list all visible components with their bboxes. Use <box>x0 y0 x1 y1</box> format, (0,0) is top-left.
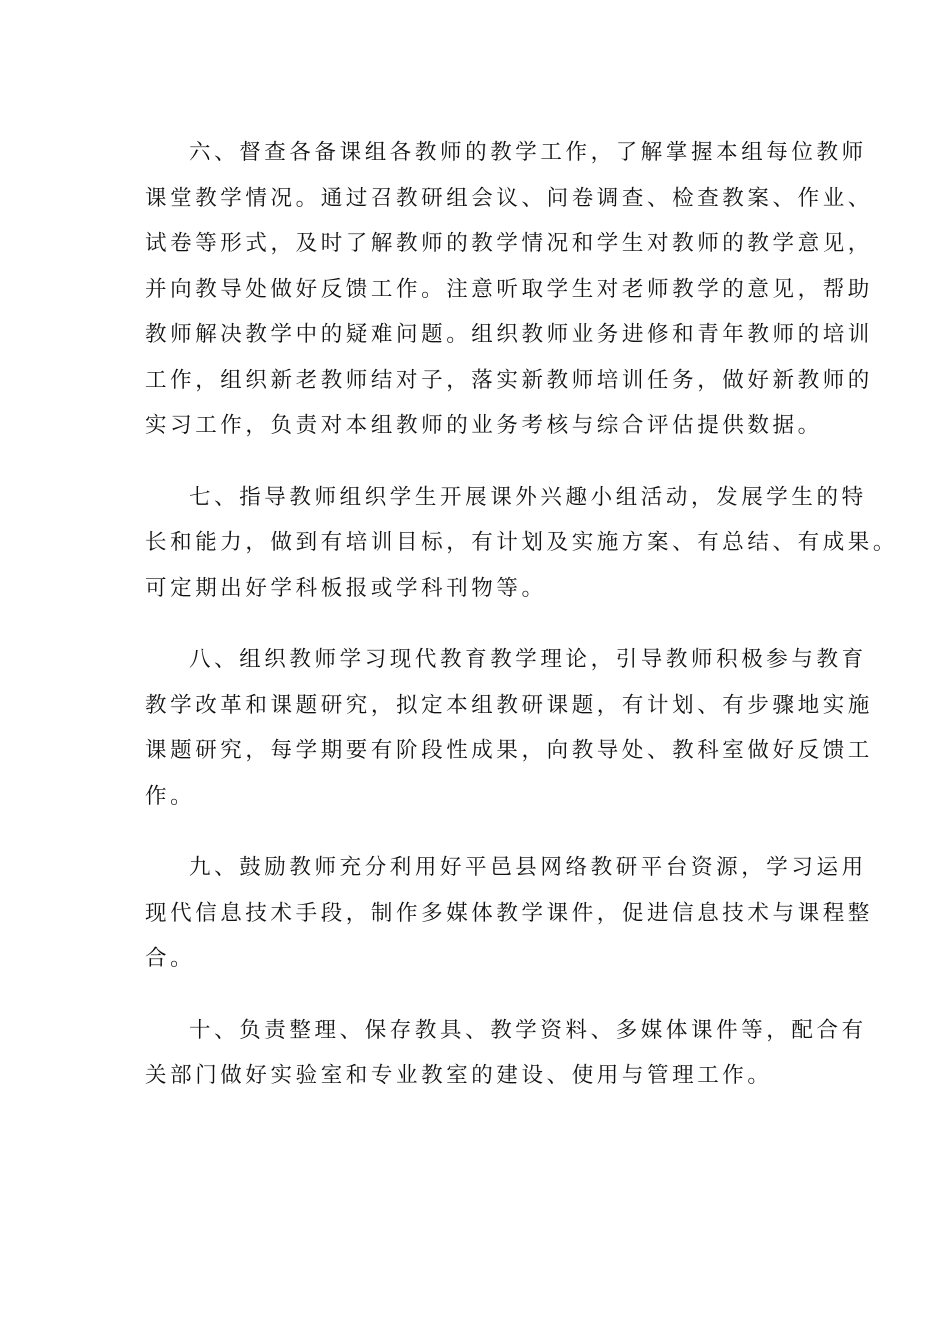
paragraph-8 <box>145 637 873 819</box>
text-line: 工作，组织新老教师结对子，落实新教师培训任务，做好新教师的 <box>145 367 873 393</box>
text-line: 关部门做好实验室和专业教室的建设、使用与管理工作。 <box>145 1063 773 1088</box>
text-line: 实习工作，负责对本组教师的业务考核与综合评估提供数据。 <box>145 413 823 438</box>
text-line: 作。 <box>145 783 196 809</box>
text-line: 现代信息技术手段，制作多媒体教学课件，促进信息技术与课程整 <box>145 900 873 926</box>
paragraph-6 <box>145 130 873 449</box>
paragraph-9 <box>145 845 873 982</box>
document-body <box>145 130 899 1125</box>
text-line: 并向教导处做好反馈工作。注意听取学生对老师教学的意见，帮助 <box>145 276 873 302</box>
text-line: 可定期出好学科板报或学科刊物等。 <box>145 575 547 601</box>
paragraph-10 <box>145 1008 867 1099</box>
text-line: 教学改革和课题研究，拟定本组教研课题，有计划、有步骤地实施 <box>145 692 873 718</box>
text-line: 八、组织教师学习现代教育教学理论，引导教师积极参与教育 <box>189 647 867 672</box>
text-line: 课堂教学情况。通过召教研组会议、问卷调查、检查教案、作业、 <box>145 185 873 211</box>
text-line: 课题研究，每学期要有阶段性成果，向教导处、教科室做好反馈工 <box>145 738 873 763</box>
text-line: 合。 <box>145 946 196 971</box>
text-line: 六、督查各备课组各教师的教学工作，了解掌握本组每位教师 <box>189 140 867 165</box>
text-line: 七、指导教师组织学生开展课外兴趣小组活动，发展学生的特 <box>189 484 867 510</box>
text-line: 教师解决教学中的疑难问题。组织教师业务进修和青年教师的培训 <box>145 322 873 347</box>
text-line: 九、鼓励教师充分利用好平邑县网络教研平台资源，学习运用 <box>189 855 867 880</box>
paragraph-7 <box>145 475 899 612</box>
text-line: 试卷等形式，及时了解教师的教学情况和学生对教师的教学意见， <box>145 231 873 256</box>
text-line: 长和能力，做到有培训目标，有计划及实施方案、有总结、有成果。 <box>145 530 899 555</box>
text-line: 十、负责整理、保存教具、教学资料、多媒体课件等，配合有 <box>189 1017 867 1043</box>
